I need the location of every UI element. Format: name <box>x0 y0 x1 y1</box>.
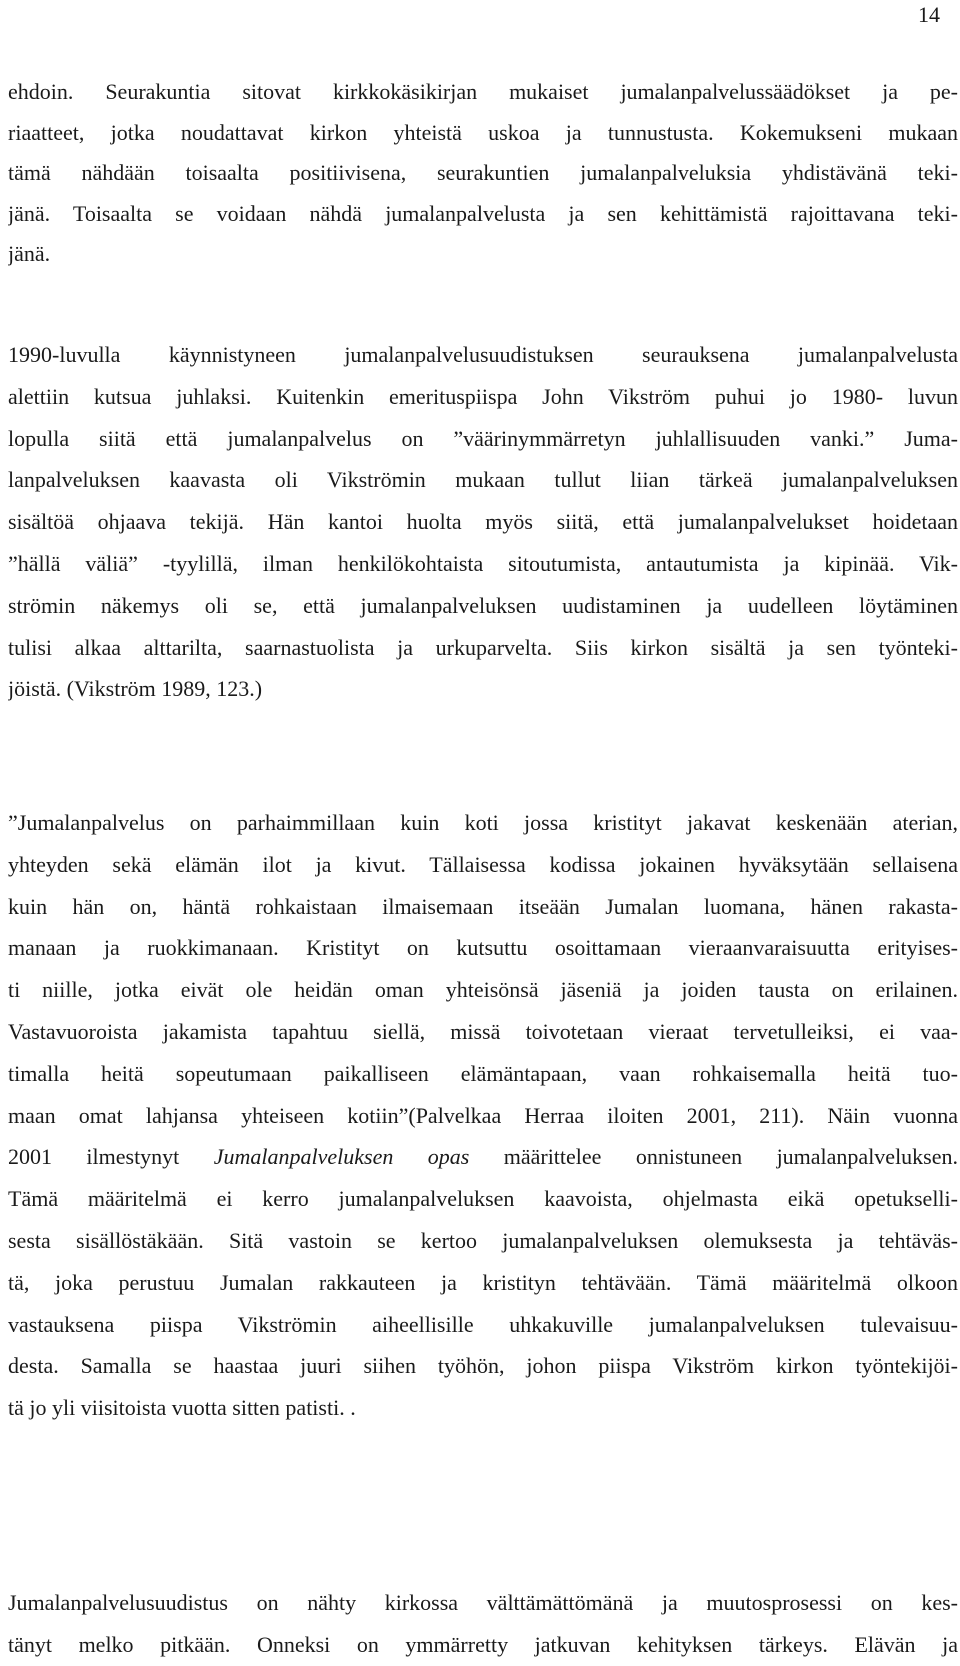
paragraph-2 <box>8 334 958 710</box>
text-line: kuin hän on, häntä rohkaistaan ilmaisemaan itseään Jumalan luomana, hänen rakasta- <box>8 893 958 919</box>
text-line: tulisi alkaa alttarilta, saarnastuolista ja urkuparvelta. Siis kirkon sisältä ja sen työnteki- <box>8 634 958 660</box>
text-line: riaatteet, jotka noudattavat kirkon yhteistä uskoa ja tunnustusta. Kokemukseni mukaan <box>8 119 958 145</box>
text-line: yhteyden sekä elämän ilot ja kivut. Tällaisessa kodissa jokainen hyväksytään sellaisena <box>8 851 958 877</box>
page-number: 14 <box>918 2 940 27</box>
text-line: Vastavuoroista jakamista tapahtuu siellä, missä toivotetaan vieraat tervetulleiksi, ei vaa- <box>8 1018 958 1044</box>
text-line: tä jo yli viisitoista vuotta sitten patisti. . <box>8 1395 356 1421</box>
text-line: alettiin kutsua juhlaksi. Kuitenkin emerituspiispa John Vikström puhui jo 1980- luvun <box>8 383 958 409</box>
text-line: ti niille, jotka eivät ole heidän oman yhteisönsä jäseniä ja joiden tausta on erilainen. <box>8 977 958 1003</box>
text-line: manaan ja ruokkimanaan. Kristityt on kutsuttu osoittamaan vieraanvaraisuutta erityises- <box>8 935 958 961</box>
text-line: 1990-luvulla käynnistyneen jumalanpalvelusuudistuksen seurauksena jumalanpalvelusta <box>8 342 958 367</box>
text-line: timalla heitä sopeutumaan paikalliseen elämäntapaan, vaan rohkaisemalla heitä tuo- <box>8 1060 958 1086</box>
paragraph-4 <box>8 1582 958 1666</box>
paragraph-3 <box>8 802 958 1429</box>
book-title: Jumalanpalveluksen opas <box>213 1144 470 1170</box>
text-segment: 2001 ilmestynyt <box>8 1144 214 1170</box>
text-line: tänyt melko pitkään. Onneksi on ymmärretty jatkuvan kehityksen tärkeys. Elävän ja <box>8 1631 958 1657</box>
text-segment: määrittelee onnistuneen jumalanpalveluksen. <box>469 1144 958 1170</box>
text-line: lanpalveluksen kaavasta oli Vikströmin mukaan tullut liian tärkeä jumalanpalveluksen <box>8 467 958 493</box>
text-line: tämä nähdään toisaalta positiivisena, seurakuntien jumalanpalveluksia yhdistävänä teki- <box>8 160 958 185</box>
text-line: jänä. Toisaalta se voidaan nähdä jumalanpalvelusta ja sen kehittämistä rajoittavana teki- <box>8 200 958 226</box>
text-line: sisältöä ohjaava tekijä. Hän kantoi huolta myös siitä, että jumalanpalvelukset hoidetaan <box>8 509 958 535</box>
text-line: lopulla siitä että jumalanpalvelus on ”väärinymmärretyn juhlallisuuden vanki.” Juma- <box>8 425 958 451</box>
text-line: maan omat lahjansa yhteiseen kotiin”(Palvelkaa Herraa iloiten 2001, 211). Näin vuonna <box>8 1102 958 1128</box>
text-line: desta. Samalla se haastaa juuri siihen työhön, johon piispa Vikström kirkon työntekijöi- <box>8 1353 958 1379</box>
text-line: Tämä määritelmä ei kerro jumalanpalveluksen kaavoista, ohjelmasta eikä opetukselli- <box>8 1186 958 1212</box>
text-line: Jumalanpalvelusuudistus on nähty kirkossa välttämättömänä ja muutosprosessi on kes- <box>8 1590 958 1615</box>
text-line: sesta sisällöstäkään. Sitä vastoin se kertoo jumalanpalveluksen olemuksesta ja tehtäväs- <box>8 1227 958 1253</box>
text-line-with-title <box>8 1136 958 1178</box>
text-line: jänä. <box>8 241 51 266</box>
text-line: tä, joka perustuu Jumalan rakkauteen ja kristityn tehtävään. Tämä määritelmä olkoon <box>8 1269 958 1295</box>
text-line: ”Jumalanpalvelus on parhaimmillaan kuin koti jossa kristityt jakavat keskenään aterian, <box>8 810 958 835</box>
text-line: vastauksena piispa Vikströmin aiheellisille uhkakuville jumalanpalveluksen tulevaisuu- <box>8 1311 958 1337</box>
text-line: ehdoin. Seurakuntia sitovat kirkkokäsikirjan mukaiset jumalanpalvelussäädökset ja pe- <box>8 79 958 104</box>
text-line: ”hällä väliä” -tyylillä, ilman henkilökohtaista sitoutumista, antautumista ja kipinää. Vik- <box>8 550 958 576</box>
text-line: strömin näkemys oli se, että jumalanpalveluksen uudistaminen ja uudelleen löytäminen <box>8 592 958 618</box>
text-line: jöistä. (Vikström 1989, 123.) <box>8 676 263 702</box>
paragraph-1 <box>8 72 958 275</box>
